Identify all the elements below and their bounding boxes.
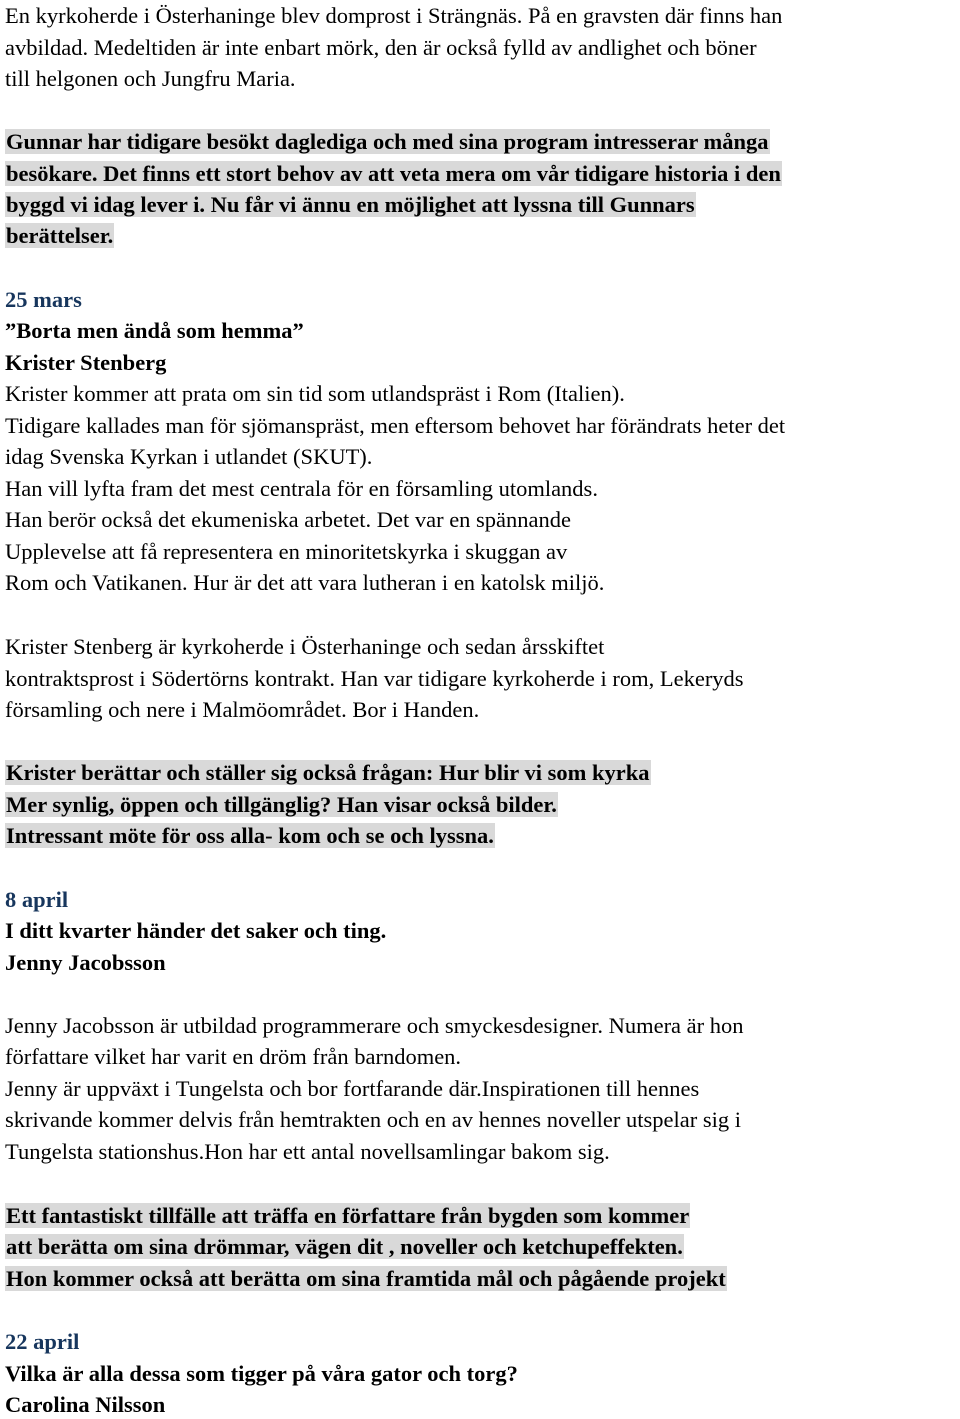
event-body-line: Tungelsta stationshus.Hon har ett antal novellsamlingar bakom sig. [5, 1139, 610, 1164]
event-bio-line: församling och nere i Malmöområdet. Bor i Handen. [5, 697, 480, 722]
event-body-line: idag Svenska Kyrkan i utlandet (SKUT). [5, 444, 373, 469]
intro-highlight-line: Gunnar har tidigare besökt daglediga och med sina program intresserar många [6, 129, 769, 154]
event-date: 25 mars [5, 287, 82, 312]
event-body-line: Upplevelse att få representera en minoritetskyrka i skuggan av [5, 539, 568, 564]
event-body-line: Jenny är uppväxt i Tungelsta och bor fortfarande där.Inspirationen till hennes [5, 1076, 700, 1101]
event-title: ”Borta men ändå som hemma” [5, 318, 304, 343]
event-date: 22 april [5, 1329, 80, 1354]
event-body-line: Tidigare kallades man för sjömanspräst, men eftersom behovet har förändrats heter det [5, 413, 786, 438]
event-body-line: Jenny Jacobsson är utbildad programmerare och smyckesdesigner. Numera är hon [5, 1013, 744, 1038]
intro-highlight-line: byggd vi idag lever i. Nu får vi ännu en möjlighet att lyssna till Gunnars [6, 192, 695, 217]
event-body-line: skrivande kommer delvis från hemtrakten och en av hennes noveller utspelar sig i [5, 1107, 742, 1132]
event-body-line: Krister kommer att prata om sin tid som utlandspräst i Rom (Italien). [5, 381, 625, 406]
intro-text-line: avbildad. Medeltiden är inte enbart mörk, den är också fylld av andlighet och böner [5, 35, 757, 60]
event-highlight-line: Mer synlig, öppen och tillgänglig? Han visar också bilder. [6, 792, 557, 817]
event-speaker: Krister Stenberg [5, 350, 167, 375]
event-bio-line: Krister Stenberg är kyrkoherde i Österhaninge och sedan årsskiftet [5, 634, 605, 659]
event-speaker: Carolina Nilsson [5, 1392, 166, 1417]
intro-text-line: En kyrkoherde i Österhaninge blev domprost i Strängnäs. På en gravsten där finns han [5, 3, 783, 28]
event-highlight-line: Hon kommer också att berätta om sina framtida mål och pågående projekt [6, 1266, 726, 1291]
event-body-line: Han berör också det ekumeniska arbetet. Det var en spännande [5, 507, 572, 532]
intro-highlight-line: besökare. Det finns ett stort behov av att veta mera om vår tidigare historia i den [6, 161, 781, 186]
event-highlight-line: att berätta om sina drömmar, vägen dit , noveller och ketchupeffekten. [6, 1234, 683, 1259]
event-speaker: Jenny Jacobsson [5, 950, 166, 975]
event-highlight-line: Krister berättar och ställer sig också frågan: Hur blir vi som kyrka [6, 760, 650, 785]
event-title: I ditt kvarter händer det saker och ting. [5, 918, 387, 943]
intro-text-line: till helgonen och Jungfru Maria. [5, 66, 296, 91]
event-highlight-line: Intressant möte för oss alla- kom och se och lyssna. [6, 823, 494, 848]
event-highlight-line: Ett fantastiskt tillfälle att träffa en författare från bygden som kommer [6, 1203, 690, 1228]
event-body-line: Han vill lyfta fram det mest centrala för en församling utomlands. [5, 476, 598, 501]
event-bio-line: kontraktsprost i Södertörns kontrakt. Han var tidigare kyrkoherde i rom, Lekeryds [5, 666, 744, 691]
event-body-line: författare vilket har varit en dröm från barndomen. [5, 1044, 462, 1069]
event-date: 8 april [5, 887, 69, 912]
intro-highlight-line: berättelser. [6, 223, 114, 248]
event-body-line: Rom och Vatikanen. Hur är det att vara lutheran i en katolsk miljö. [5, 570, 605, 595]
event-title: Vilka är alla dessa som tigger på våra gator och torg? [5, 1361, 518, 1386]
